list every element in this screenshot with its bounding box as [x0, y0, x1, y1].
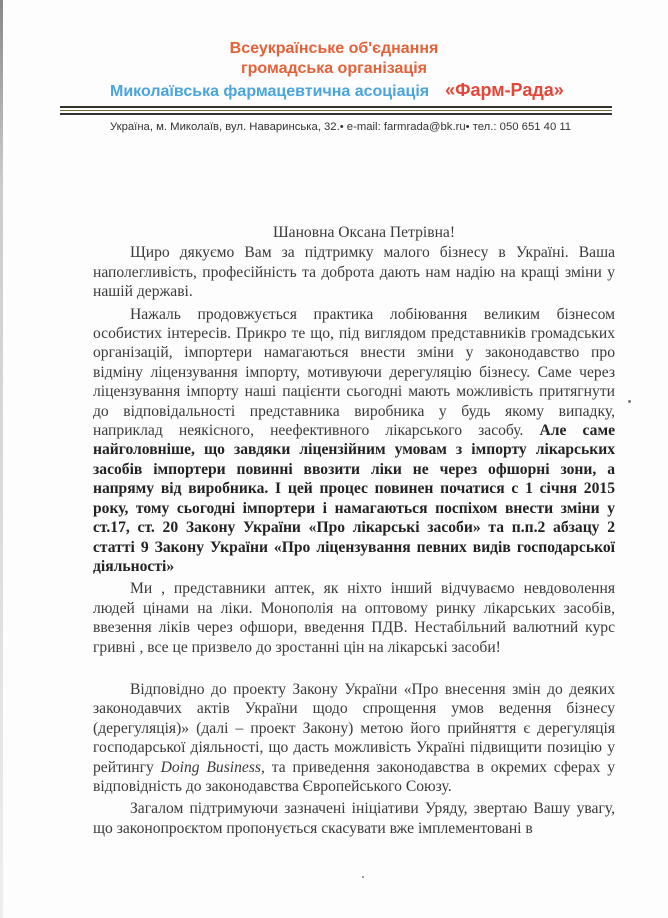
scan-speck [362, 876, 364, 878]
text-line [93, 343, 615, 362]
text-line [93, 599, 615, 618]
text-line [93, 557, 615, 576]
letterhead-rule [60, 113, 612, 115]
text-line [93, 618, 615, 637]
text-line [93, 263, 615, 282]
association-name: Миколаївська фармацевтична асоціація [110, 83, 430, 100]
text-segment: законодавчих актів України щодо спрощення умов ведення бізнесу [93, 700, 615, 718]
bold-text: засобів імпортери повинні ввозити ліки не через офшорні зони, а [93, 460, 615, 478]
text-line [93, 324, 615, 343]
paragraph [93, 680, 615, 796]
text-line [93, 699, 615, 718]
bold-text: діяльності» [93, 557, 175, 575]
text-line [93, 460, 615, 479]
paragraph [93, 799, 615, 838]
text-line [93, 382, 615, 401]
letterhead-line-3 [110, 80, 630, 101]
text-line [93, 638, 615, 657]
text-line [93, 538, 615, 557]
text-segment: нашій державі. [93, 283, 193, 301]
text-segment: (дерегуляція)» (далі – проект Закону) метою його прийняття є дерегуляція [93, 719, 615, 737]
bold-text: року, тому сьогодні імпортери і намагаються поспіхом внести зміни у [93, 499, 615, 517]
letter-body [93, 223, 615, 841]
text-segment: людей цінами на ліки. Монополія на оптовому ринку лікарських засобів, [93, 599, 615, 617]
text-segment: Нажаль продовжується практика лобіювання великим бізнесом [130, 305, 615, 323]
text-segment: до відповідальності представника виробника у будь якому випадку, [93, 402, 615, 420]
text-segment: Ми , представники аптек, як ніхто інший відчуваємо невдоволення [130, 580, 615, 598]
brand-name: «Фарм-Рада» [445, 80, 564, 100]
text-segment: Загалом підтримуючи зазначені ініціативи Уряду, звертаю Вашу увагу, [130, 800, 615, 818]
salutation: Шановна Оксана Петрівна! [272, 224, 456, 241]
bold-text: статті 9 Закону України «Про ліцензування певних видів господарської [93, 538, 615, 556]
text-segment: , та приведення законодавства в окремих сферах у [260, 758, 615, 776]
text-segment: що законопроєктом пропонується скасувати вже імплементовані в [93, 819, 533, 837]
text-segment: наприклад неякісного, неефективного лікарського засобу. [93, 422, 540, 440]
text-segment: відміну ліцензування імпорту, мотивуючи дерегуляцію бізнесу. Саме через [93, 363, 615, 381]
text-segment: господарської діяльності, що дасть можливість Україні підвищити позицію у [93, 739, 615, 757]
text-line [93, 402, 615, 421]
text-segment: ввезення ліків через офшори, введення ПДВ. Нестабільний валютний курс [93, 619, 615, 637]
text-line [93, 719, 615, 738]
italic-text: Doing Business [160, 758, 261, 776]
scan-edge-shadow [0, 0, 3, 918]
paragraph [93, 243, 615, 301]
text-line [93, 758, 615, 777]
text-segment: наполегливість, професійність та доброта дають нам надію на кращі зміни у [93, 263, 615, 281]
letterhead-line-2: громадська організація [240, 60, 428, 77]
text-line [93, 243, 615, 262]
letterhead-rule [60, 110, 612, 111]
text-segment: особистих інтересів. Прикро те що, під виглядом представників громадських [93, 325, 615, 343]
text-line [93, 579, 615, 598]
bold-text: напряму від виробника. І цей процес повинен початися с 1 січня 2015 [93, 480, 615, 498]
bold-text: Але саме [539, 422, 615, 440]
text-line [93, 282, 615, 301]
paragraph [93, 579, 615, 657]
scan-speck [628, 400, 631, 403]
text-line [93, 440, 615, 459]
text-segment: гривні , все це призвело до зростанні цін на лікарські засоби! [93, 638, 501, 656]
text-line [93, 421, 615, 440]
bold-text: ст.17, ст. 20 Закону України «Про лікарські засоби» та п.п.2 абзацу 2 [93, 519, 615, 537]
text-line [93, 680, 615, 699]
letterhead-line-1: Всеукраїнське об'єднання [229, 40, 439, 57]
text-line [93, 799, 615, 818]
text-segment: організацій, імпортери намагаються внести зміни у законодавство про [93, 344, 615, 362]
text-line [93, 499, 615, 518]
text-line [93, 738, 615, 757]
contact-address: Україна, м. Миколаїв, вул. Наваринська, 32.• e-mail: farmrada@bk.ru• тел.: 050 651 40 11 [110, 121, 572, 133]
text-segment: Відповідно до проекту Закону України «Про внесення змін до деяких [130, 680, 615, 698]
text-segment: рейтингу [93, 758, 161, 776]
text-segment: ліцензування імпорту наші пацієнти сьогодні мають можливість притягнути [93, 383, 615, 401]
text-line [93, 518, 615, 537]
text-segment: Щиро дякуємо Вам за підтримку малого бізнесу в Україні. Ваша [130, 244, 615, 262]
paragraph [93, 305, 615, 577]
text-line [93, 363, 615, 382]
text-line [93, 819, 615, 838]
text-line [93, 479, 615, 498]
letterhead-rule [60, 106, 612, 108]
bold-text: найголовніше, що завдяки ліцензійним умовам з імпорту лікарських [93, 441, 615, 459]
text-line [93, 305, 615, 324]
text-segment: відповідність до законодавства Європейського Союзу. [93, 777, 452, 795]
text-line [93, 777, 615, 796]
